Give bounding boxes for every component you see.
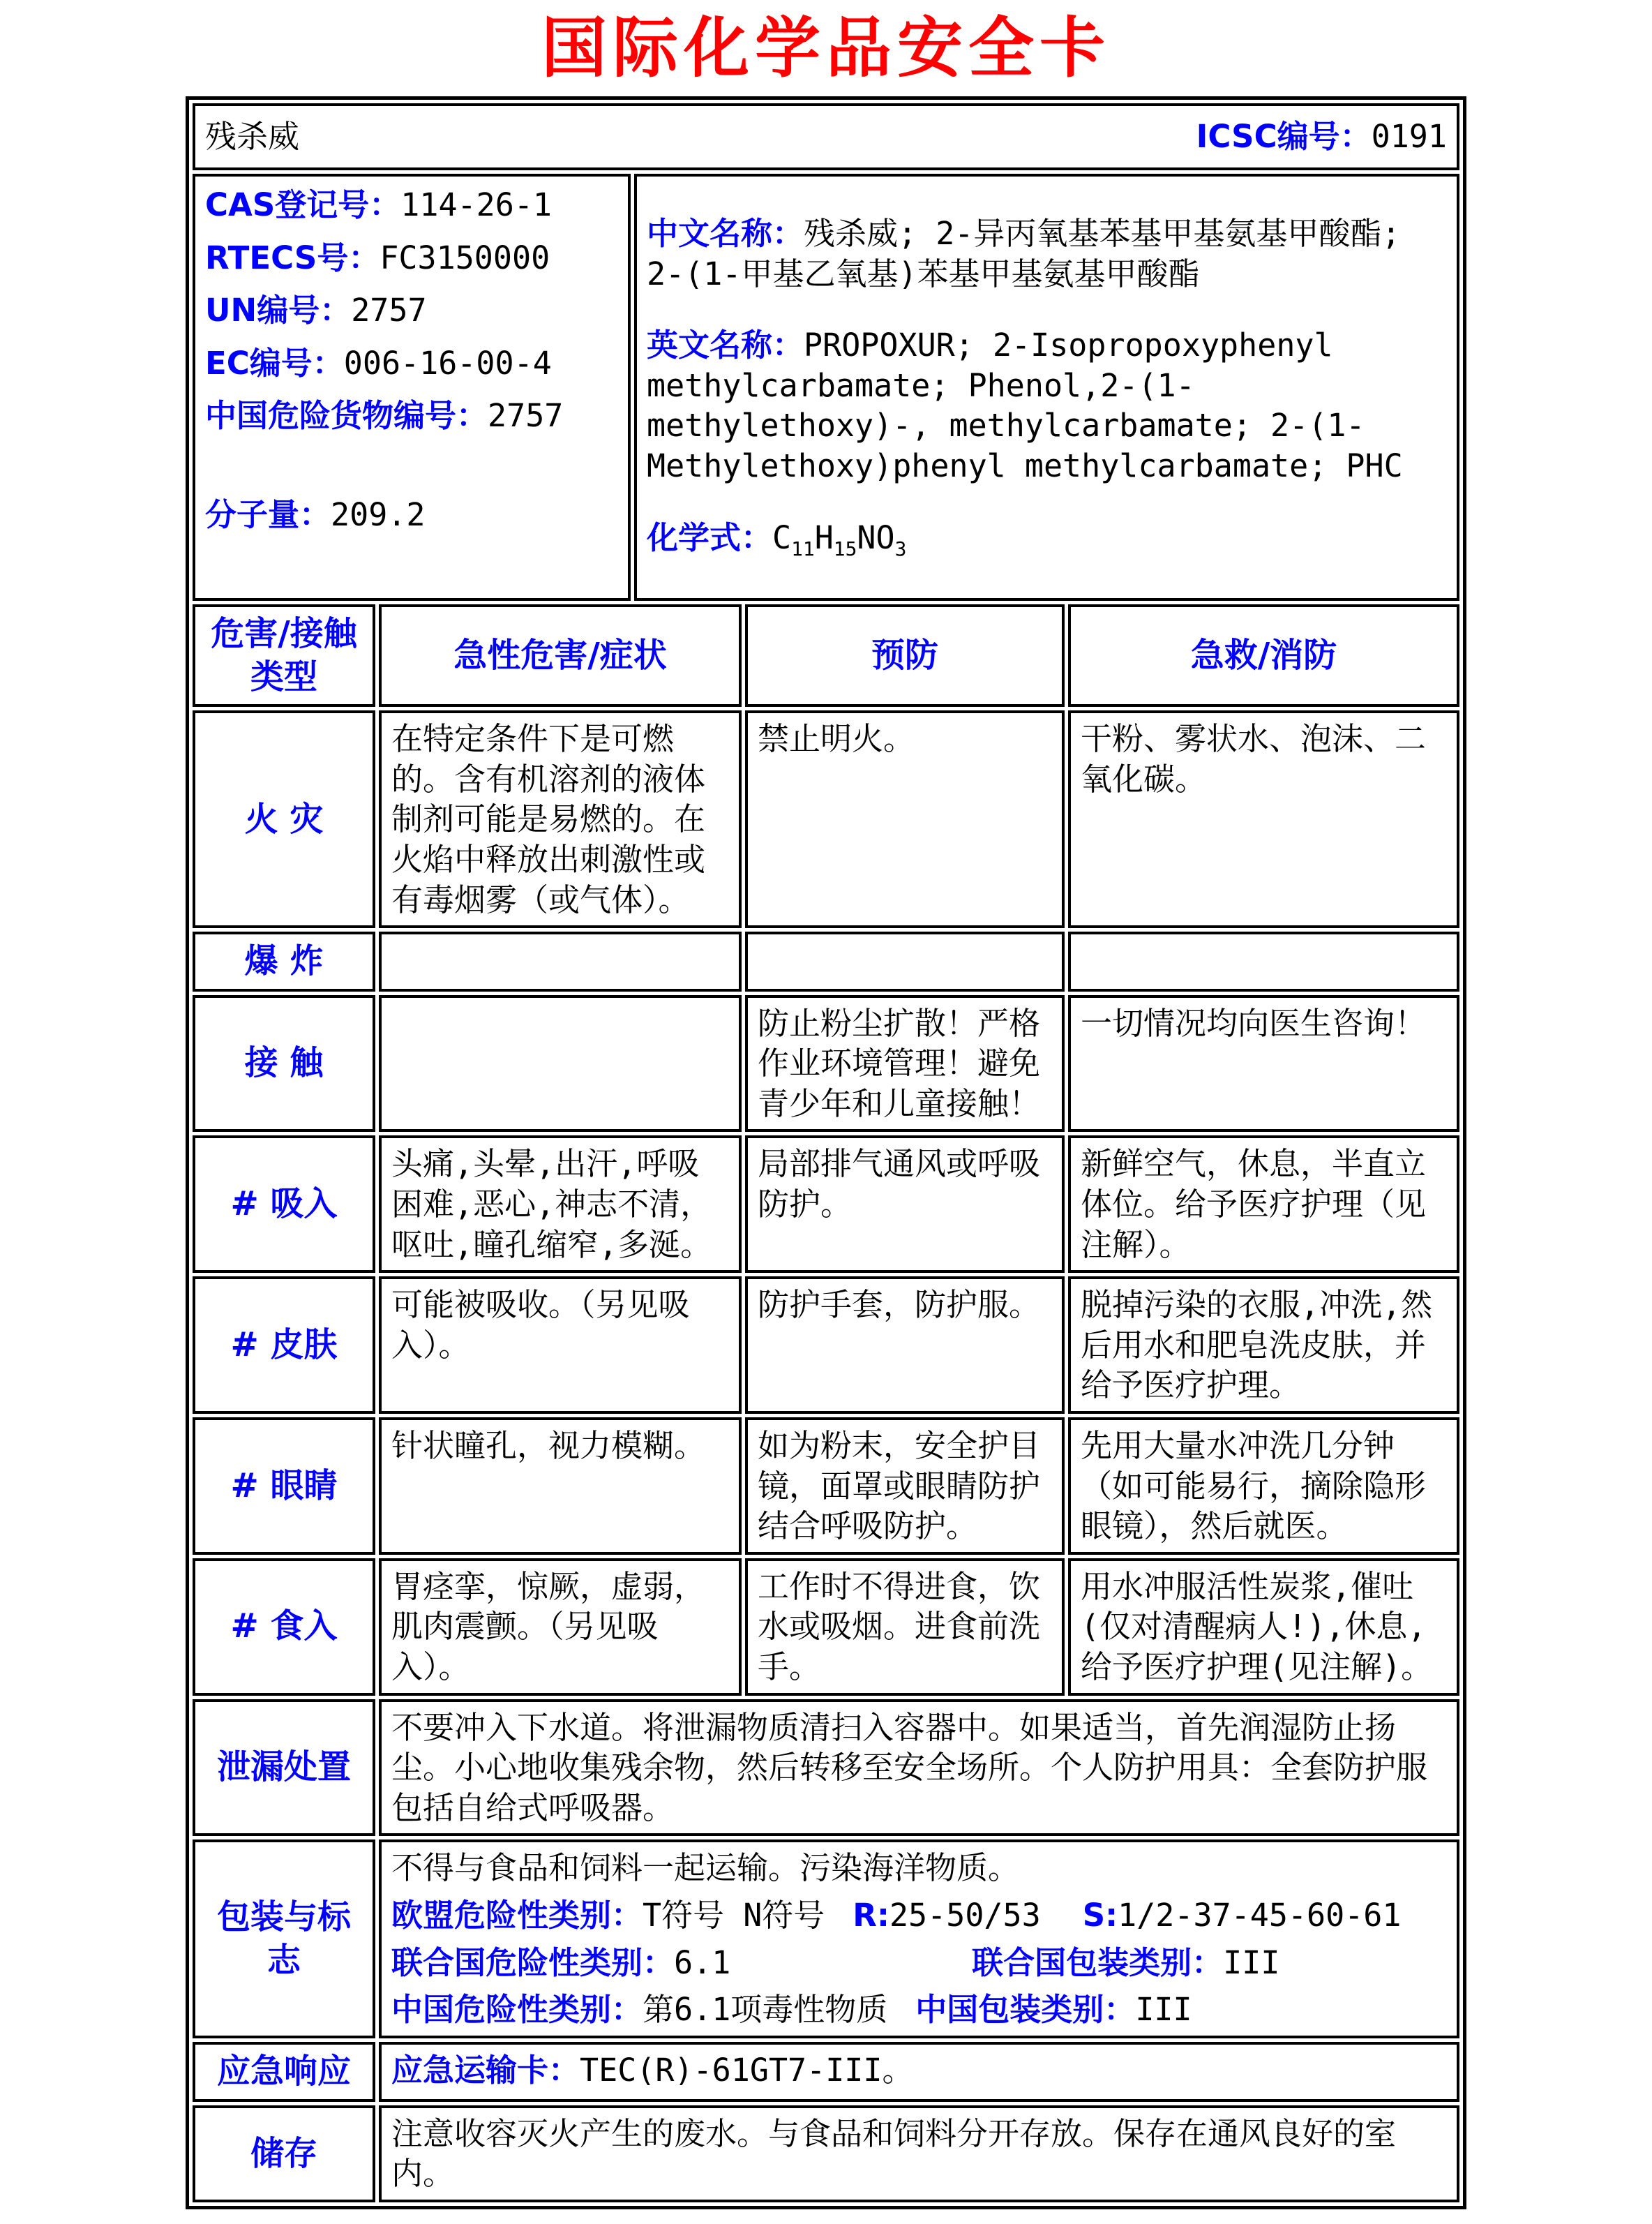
names-cell: [634, 174, 1459, 601]
transport-card-label: 应急运输卡：: [391, 2051, 580, 2089]
china-dg-number-value: 2757: [488, 397, 564, 435]
storage-label: 储存: [193, 2105, 375, 2202]
header-prevention: 预防: [745, 604, 1065, 707]
product-header-cell: [193, 103, 1459, 170]
identification-row: [193, 174, 1459, 601]
cn-pack-value: III: [1135, 1991, 1192, 2029]
ec-number-label: EC编号：: [205, 344, 344, 382]
inhalation-prevention: 局部排气通风或呼吸防护。: [745, 1135, 1065, 1273]
header-first-aid: 急救/消防: [1068, 604, 1459, 707]
r-phrases-value: 25-50/53: [889, 1896, 1041, 1934]
exposure-prevention: 防止粉尘扩散！严格作业环境管理！避免青少年和儿童接触！: [745, 995, 1065, 1133]
product-header-row: [193, 103, 1459, 170]
inhalation-type-label: # 吸入: [193, 1135, 375, 1273]
eyes-response: 先用大量水冲洗几分钟（如可能易行，摘除隐形眼镜），然后就医。: [1068, 1417, 1459, 1555]
exposure-type-label: 接 触: [193, 995, 375, 1133]
packaging-transport-note: 不得与食品和饲料一起运输。污染海洋物质。: [391, 1849, 1020, 1887]
inhalation-hazards: 头痛,头晕,出汗,呼吸困难,恶心,神志不清，呕吐,瞳孔缩窄,多涎。: [379, 1135, 742, 1273]
molecular-weight-value: 209.2: [331, 496, 426, 534]
un-number-value: 2757: [351, 292, 427, 329]
ingestion-hazards: 胃痉挛，惊厥，虚弱，肌肉震颤。（另见吸入）。: [379, 1558, 742, 1696]
fire-hazards: 在特定条件下是可燃的。含有机溶剂的液体制剂可能是易燃的。在火焰中释放出刺激性或有毒烟雾（或气体）。: [379, 710, 742, 928]
storage-text: 注意收容灭火产生的废水。与食品和饲料分开存放。保存在通风良好的室内。: [379, 2105, 1459, 2202]
safety-card: [186, 96, 1466, 2209]
un-number-label: UN编号：: [205, 292, 352, 329]
china-dg-number-line: [205, 396, 618, 436]
hazard-table-header-row: [193, 604, 1459, 707]
fire-prevention: 禁止明火。: [745, 710, 1065, 928]
un-pack-value: III: [1223, 1943, 1280, 1981]
identifiers-cell: [193, 174, 631, 601]
cn-pack-label: 中国包装类别：: [915, 1991, 1136, 2029]
chinese-name-label: 中文名称：: [647, 215, 804, 253]
icsc-number: [1196, 117, 1447, 157]
eyes-row: [193, 1417, 1459, 1555]
spill-text: 不要冲入下水道。将泄漏物质清扫入容器中。如果适当，首先润湿防止扬尘。小心地收集残余物，然后转移至安全场所。个人防护用具：全套防护服包括自给式呼吸器。: [379, 1699, 1459, 1837]
r-phrases-label: R:: [853, 1896, 889, 1934]
emergency-label: 应急响应: [193, 2042, 375, 2102]
storage-row: [193, 2105, 1459, 2202]
skin-row: [193, 1276, 1459, 1414]
emergency-content: [379, 2042, 1459, 2102]
exposure-hazards: [379, 995, 742, 1133]
inhalation-row: [193, 1135, 1459, 1273]
ec-number-line: [205, 343, 618, 384]
packaging-label: 包装与标志: [193, 1839, 375, 2038]
exposure-row: [193, 995, 1459, 1133]
cas-number-value: 114-26-1: [400, 186, 553, 224]
chinese-name-line: [647, 214, 1447, 294]
emergency-row: [193, 2042, 1459, 2102]
un-class-value: 6.1: [674, 1943, 731, 1981]
china-dg-number-label: 中国危险货物编号：: [205, 397, 488, 435]
skin-prevention: 防护手套，防护服。: [745, 1276, 1065, 1414]
english-name-line: [647, 325, 1447, 486]
icsc-number-label: ICSC编号：: [1196, 118, 1372, 156]
explosion-hazards: [379, 932, 742, 991]
packaging-content: [379, 1839, 1459, 2038]
rtecs-number-value: FC3150000: [380, 239, 550, 276]
english-name-value: PROPOXUR; 2-Isopropoxyphenyl methylcarbamate; Phenol,2-(1-methylethoxy)-, methylcarbamate; 2-(1-Methylethoxy)phenyl methylcarbamate; PHC: [647, 327, 1403, 485]
s-phrases-label: S:: [1082, 1896, 1118, 1934]
cn-class-value: 第6.1项毒性物质: [643, 1991, 888, 2029]
ingestion-row: [193, 1558, 1459, 1696]
rtecs-number-line: [205, 238, 618, 278]
icsc-number-value: 0191: [1371, 118, 1447, 156]
eyes-prevention: 如为粉末，安全护目镜，面罩或眼睛防护结合呼吸防护。: [745, 1417, 1065, 1555]
page-title: 国际化学品安全卡: [541, 10, 1111, 87]
formula-line: [647, 518, 1447, 562]
packaging-row: [193, 1839, 1459, 2038]
explosion-response: [1068, 932, 1459, 991]
molecular-weight-label: 分子量：: [205, 496, 331, 534]
chemical-name: 残杀威: [205, 118, 300, 156]
ingestion-type-label: # 食入: [193, 1558, 375, 1696]
exposure-response: 一切情况均向医生咨询！: [1068, 995, 1459, 1133]
skin-hazards: 可能被吸收。（另见吸入）。: [379, 1276, 742, 1414]
fire-response: 干粉、雾状水、泡沫、二氧化碳。: [1068, 710, 1459, 928]
s-phrases-value: 1/2-37-45-60-61: [1118, 1896, 1402, 1934]
eu-classification-line: [391, 1895, 1447, 1936]
fire-type-label: 火 灾: [193, 710, 375, 928]
cn-class-label: 中国危险性类别：: [391, 1991, 643, 2029]
explosion-prevention: [745, 932, 1065, 991]
formula-label: 化学式：: [647, 518, 773, 556]
header-hazard-type: 危害/接触类型: [193, 604, 375, 707]
header-acute-hazards: 急性危害/症状: [379, 604, 742, 707]
explosion-type-label: 爆 炸: [193, 932, 375, 991]
formula-value: $C_{11}H_{15}NO_3$: [772, 518, 907, 560]
fire-row: [193, 710, 1459, 928]
inhalation-response: 新鲜空气，休息，半直立体位。给予医疗护理（见注解）。: [1068, 1135, 1459, 1273]
rtecs-number-label: RTECS号：: [205, 239, 380, 276]
eyes-hazards: 针状瞳孔，视力模糊。: [379, 1417, 742, 1555]
cas-number-label: CAS登记号：: [205, 186, 401, 224]
skin-response: 脱掉污染的衣服,冲洗,然后用水和肥皂洗皮肤，并给予医疗护理。: [1068, 1276, 1459, 1414]
explosion-row: [193, 932, 1459, 991]
cn-classification-line: [391, 1990, 1447, 2030]
skin-type-label: # 皮肤: [193, 1276, 375, 1414]
chinese-name-value: 残杀威; 2-异丙氧基苯基甲基氨基甲酸酯; 2-(1-甲基乙氧基)苯基甲基氨基甲酸酯: [647, 215, 1401, 292]
eu-symbols: T符号 N符号: [643, 1896, 825, 1934]
eyes-type-label: # 眼睛: [193, 1417, 375, 1555]
un-number-line: [205, 290, 618, 331]
spill-row: [193, 1699, 1459, 1837]
transport-card-value: TEC(R)-61GT7-III。: [580, 2051, 914, 2089]
molecular-weight-line: [205, 495, 618, 535]
un-class-label: 联合国危险性类别：: [391, 1943, 675, 1981]
english-name-label: 英文名称：: [647, 327, 804, 364]
un-pack-label: 联合国包装类别：: [972, 1943, 1224, 1981]
eu-classification-label: 欧盟危险性类别：: [391, 1896, 643, 1934]
un-classification-line: [391, 1943, 1447, 1983]
cas-number-line: [205, 185, 618, 225]
ingestion-prevention: 工作时不得进食，饮水或吸烟。进食前洗手。: [745, 1558, 1065, 1696]
ingestion-response: 用水冲服活性炭浆,催吐(仅对清醒病人!),休息,给予医疗护理(见注解)。: [1068, 1558, 1459, 1696]
ec-number-value: 006-16-00-4: [343, 344, 552, 382]
spill-label: 泄漏处置: [193, 1699, 375, 1837]
